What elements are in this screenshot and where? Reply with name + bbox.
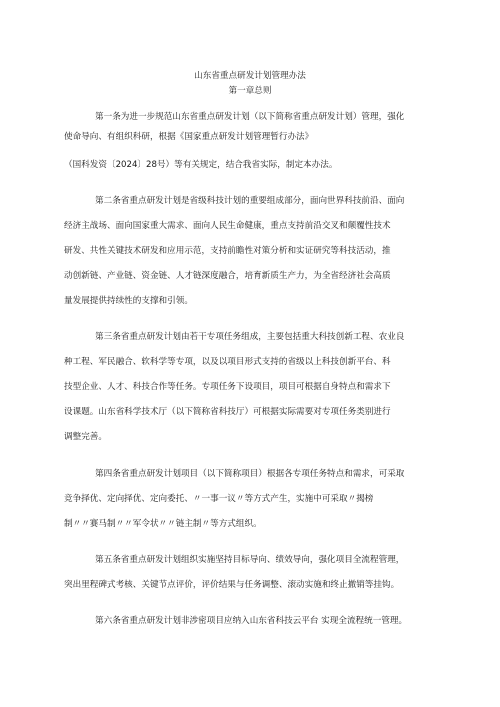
- paragraph-line: 突出里程碑式考核、关键节点评价，评价结果与任务调整、滚动实施和终止撤销等挂钩。: [64, 580, 400, 590]
- paragraph-line: 第六条省重点研发计划非涉密项目应纳入山东省科技云平台 实现全流程统一管理。: [95, 616, 408, 626]
- paragraph-line: 种工程、军民融合、软科学等专项，以及以项目形式支持的省级以上科技创新平台、科: [64, 357, 391, 367]
- paragraph-line: 第四条省重点研发计划项目（以下简称项目）根据各专项任务特点和需求，可采取: [95, 469, 405, 479]
- paragraph-line: 技型企业、人才、科技合作等任务。专项任务下设项目，项目可根据自身特点和需求下: [64, 382, 391, 392]
- chapter-heading: 第一章总则: [228, 86, 272, 96]
- paragraph-line: 研发、共性关键技术研发和应用示范，支持前瞻性对策分析和实证研究等科技活动，推: [64, 246, 391, 256]
- paragraph-line: 第二条省重点研发计划是省级科技计划的重要组成部分，面向世界科技前沿、面向: [95, 196, 405, 206]
- paragraph-line: 经济主战场、面向国家重大需求、面向人民生命健康，重点支持前沿交叉和颠覆性技术: [64, 221, 391, 231]
- paragraph-line: 制〃〃赛马制〃〃军令状〃〃链主制〃等方式组织。: [64, 519, 262, 529]
- paragraph-line: 竞争择优、定向择优、定向委托、〃一事一议〃等方式产生，实施中可采取〃揭榜: [64, 494, 374, 504]
- paragraph-line: （国科发资〔2024〕28号）等有关规定，结合我省实际，制定本办法。: [64, 160, 338, 170]
- paragraph-line: 使命导向、有组织科研，根据《国家重点研发计划管理暂行办法》: [64, 132, 314, 142]
- document-title: 山东省重点研发计划管理办法: [194, 71, 306, 81]
- paragraph-line: 第一条为进一步规范山东省重点研发计划（以下简称省重点研发计划）管理，强化: [95, 112, 405, 122]
- paragraph-line: 第三条省重点研发计划由若干专项任务组成，主要包括重大科技创新工程、农业良: [95, 332, 405, 342]
- paragraph-line: 第五条省重点研发计划组织实施坚持目标导向、绩效导向，强化项目全流程管理，: [95, 555, 405, 565]
- paragraph-line: 动创新链、产业链、资金链、人才链深度融合，培育新质生产力，为全省经济社会高质: [64, 271, 391, 281]
- paragraph-line: 量发展提供持续性的支撑和引领。: [64, 296, 193, 306]
- paragraph-line: 设课题。山东省科学技术厅（以下简称省科技厅）可根据实际需要对专项任务类别进行: [64, 407, 391, 417]
- paragraph-line: 调整完善。: [64, 432, 107, 442]
